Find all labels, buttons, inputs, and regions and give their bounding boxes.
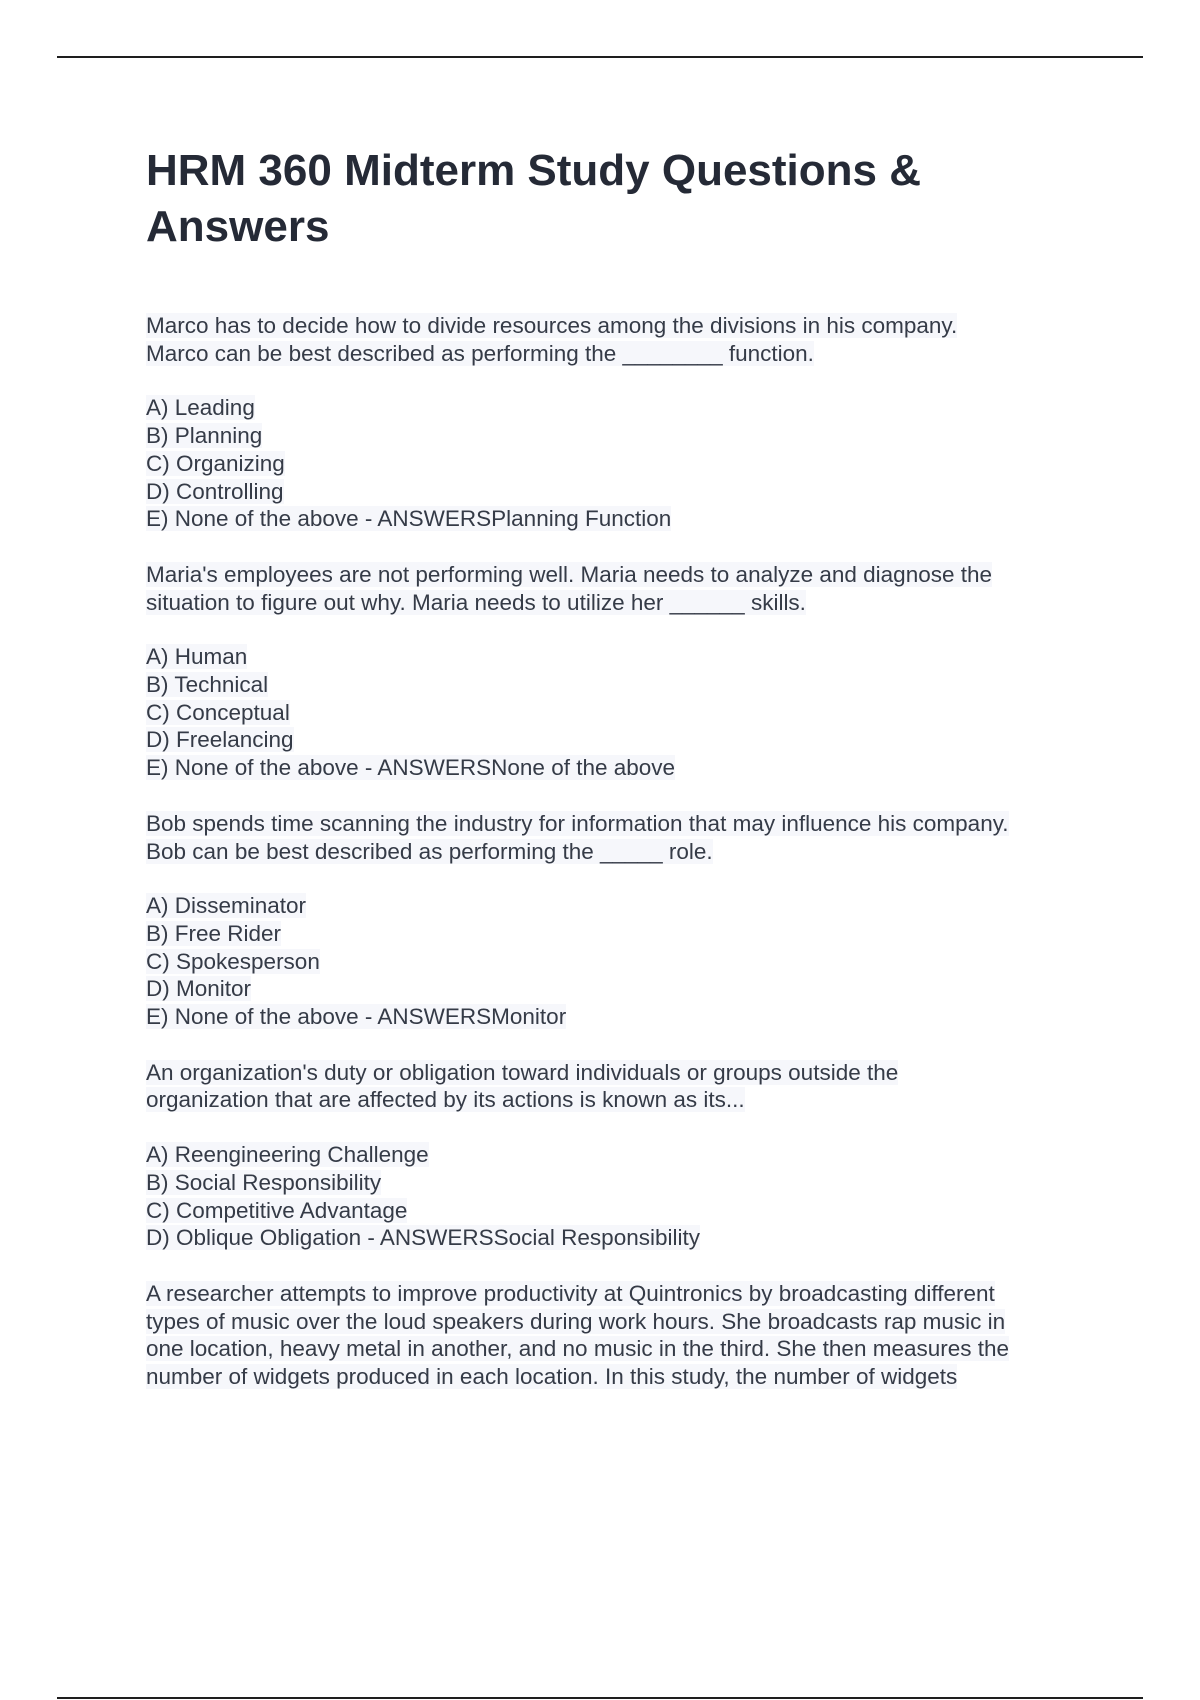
answer-options — [146, 1141, 1106, 1252]
top-rule — [57, 56, 1143, 58]
question-text-content: An organization's duty or obligation toward individuals or groups outside the organization that are affected by its actions is known as its... — [146, 1059, 899, 1113]
question-list — [146, 312, 1106, 1391]
answer-option — [146, 450, 1106, 478]
answer-option-text: D) Oblique Obligation - ANSWERSSocial Responsibility — [146, 1225, 700, 1251]
question-block — [146, 1059, 1106, 1252]
answer-option — [146, 422, 1106, 450]
question-text-content: Bob spends time scanning the industry for information that may influence his company. Bob can be best described as performing the _____ role. — [146, 810, 1009, 864]
answer-options — [146, 394, 1106, 533]
document-body — [146, 143, 1106, 1419]
answer-option — [146, 643, 1106, 671]
question-block — [146, 312, 1106, 533]
page-title: HRM 360 Midterm Study Questions & Answers — [146, 146, 922, 251]
answer-option — [146, 699, 1106, 727]
answer-option-text: C) Competitive Advantage — [146, 1197, 408, 1223]
answer-option-text: A) Leading — [146, 395, 255, 421]
answer-option-text: E) None of the above - ANSWERSMonitor — [146, 1004, 567, 1030]
answer-option-text: D) Freelancing — [146, 727, 294, 753]
answer-option — [146, 754, 1106, 782]
answer-option-text: A) Disseminator — [146, 893, 307, 919]
question-block — [146, 810, 1106, 1031]
answer-option-text: C) Spokesperson — [146, 948, 320, 974]
answer-option — [146, 394, 1106, 422]
answer-options — [146, 643, 1106, 782]
question-text-content: Marco has to decide how to divide resources among the divisions in his company. Marco can be best described as performing the ________ function. — [146, 313, 958, 366]
answer-option-text: B) Social Responsibility — [146, 1169, 382, 1195]
answer-option — [146, 1003, 1106, 1031]
answer-option — [146, 505, 1106, 533]
answer-option — [146, 1169, 1106, 1197]
answer-option — [146, 671, 1106, 699]
answer-option — [146, 726, 1106, 754]
answer-option — [146, 478, 1106, 506]
answer-option — [146, 1141, 1106, 1169]
answer-option — [146, 948, 1106, 976]
answer-option — [146, 892, 1106, 920]
answer-option-text: D) Monitor — [146, 976, 252, 1002]
question-block — [146, 1280, 1106, 1391]
answer-option-text: D) Controlling — [146, 478, 284, 504]
question-block — [146, 561, 1106, 782]
answer-option-text: E) None of the above - ANSWERSPlanning Function — [146, 506, 672, 532]
bottom-rule — [57, 1697, 1143, 1699]
answer-option-text: C) Conceptual — [146, 699, 290, 725]
answer-option-text: B) Planning — [146, 423, 263, 449]
answer-option — [146, 1197, 1106, 1225]
question-text — [146, 1280, 1106, 1391]
question-text — [146, 810, 1106, 865]
answer-option-text: B) Technical — [146, 672, 269, 698]
answer-option-text: A) Reengineering Challenge — [146, 1142, 429, 1168]
answer-option — [146, 1224, 1106, 1252]
question-text — [146, 561, 1106, 616]
answer-option — [146, 975, 1106, 1003]
answer-option-text: C) Organizing — [146, 450, 285, 476]
question-text-content: A researcher attempts to improve productivity at Quintronics by broadcasting different types of music over the loud speakers during work hours. She broadcasts rap music in one location, heavy metal in another, and no music in the third. She then measures the number of widgets produced in each location. In this study, the number of widgets — [146, 1280, 1010, 1390]
answer-option-text: B) Free Rider — [146, 920, 282, 946]
answer-options — [146, 892, 1106, 1031]
answer-option-text: E) None of the above - ANSWERSNone of the above — [146, 755, 676, 781]
answer-option — [146, 920, 1106, 948]
question-text-content: Maria's employees are not performing well. Maria needs to analyze and diagnose the situation to figure out why. Maria needs to utilize her ______ skills. — [146, 561, 993, 615]
question-text — [146, 1059, 1106, 1114]
question-text — [146, 312, 1106, 367]
answer-option-text: A) Human — [146, 644, 248, 670]
